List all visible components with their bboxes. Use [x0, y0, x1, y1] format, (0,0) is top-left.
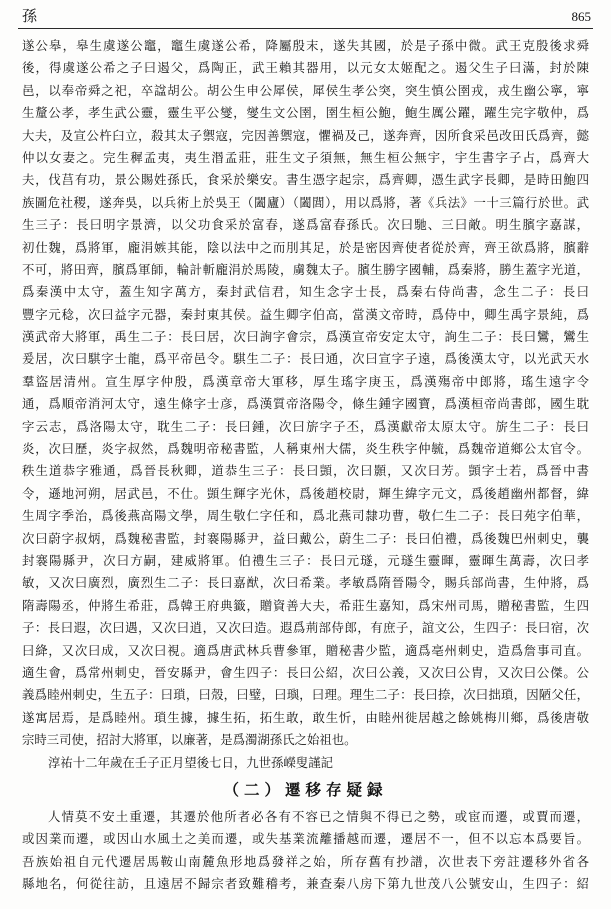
- text-line: 隋壽陽丞，仲將生希莊，爲韓王府典籤，贈資善大夫，希莊生嘉知，爲宋州司馬，贈秘書監，生四: [22, 597, 589, 613]
- text-line: 宗時三司使，招討大將軍，以廉著，是爲濁湖孫氏之始祖也。: [22, 732, 357, 748]
- text-line: 族圖危社稷，遂奔吳，以兵術上於吳王（闔廬）（闔閭），用以爲將，著《兵法》一十三篇行於世。武: [22, 194, 589, 210]
- section-heading: （二）遷移存疑録: [223, 779, 388, 799]
- running-head: 孫: [22, 7, 38, 25]
- text-line: 秩生道恭字雅通，爲晉長秋卿，道恭生三子：長曰顗，次曰顥，又次曰芳。顗字士若，爲晉中書: [22, 463, 589, 479]
- text-line: 初仕魏，爲將軍，龐涓嫉其能，陰以法中之而刖其足，於是密因齊使者從於齊，齊王欲爲將，臏辭: [22, 239, 589, 255]
- text-line: 縣地名，何從往訪，且遠居不歸宗者致難稽考，兼查秦八房下第九世茂八公號安山，生四子：紹: [22, 876, 589, 892]
- text-line: 生周字季治，爲後燕高陽文學，周生敬仁字任和，爲北燕司隸功曹，敬仁生二子：長曰苑字伯華，: [22, 508, 589, 524]
- text-line: 爰居，次曰騏字士龍，爲平帝邑令。騏生二子：長曰通，次曰宣字子遠，爲後漢太守，以光武天水: [22, 351, 589, 367]
- text-line: 漢武帝大將軍，禹生二子：長曰居，次曰詢字會宗，爲漢宣帝安定太守，詢生二子：長曰鸞，鸞生: [22, 329, 589, 345]
- text-line: 次曰蔚字叔炳，爲魏秘書監，封褰陽縣尹，益曰戴公，蔚生二子：長曰伯禮，爲後魏巴州刺史，襲: [22, 530, 589, 546]
- text-line: 羣盜居清州。宣生厚字仲殷，爲漢章帝大軍移，厚生瑤字庚玉，爲漢殤帝中郎將，瑤生遠字令: [22, 373, 589, 389]
- text-line: 豐字元稔，次曰益字元器，秦封東其侯。益生卿字伯高，當漢文帝時，爲侍中，卿生禹字景純，爲: [22, 306, 589, 322]
- text-line: 子：長曰遐，次曰遇，又次曰逍，又次曰造。遐爲荊部侍郎，有庶子，誼文公，生四子：長曰宿，次: [22, 620, 589, 636]
- text-line: 夫，伐莒有功，景公賜姓孫氏，食采於樂安。書生憑字起宗，爲齊卿，憑生武字長卿，是時田鮑四: [22, 172, 589, 188]
- text-line: 字云志，爲洛陽太守，耽生二子：長曰鍾，次曰旂字子丕，爲漢獻帝太原太守。旂生二子：長曰: [22, 418, 589, 434]
- text-line: 義爲睦州刺史，生五子：曰瑣，曰殼，曰璧，曰璵，曰理。理生二子：長曰捺，次曰拙瑣，因陋父任，: [22, 687, 589, 703]
- text-line: 封褰陽縣尹，次曰方嗣，建威將軍。伯禮生三子：長曰元璲，元璲生靈暉，靈暉生萬壽，次曰孝: [22, 552, 589, 568]
- text-line: 爲秦漢中太守，蓋生知字萬方，秦封武信君，知生念字士長，爲秦右侍尚書，念生二子：長曰: [22, 284, 589, 300]
- colophon: 淳祐十二年歲在壬子正月望後七日，九世孫嶸叟謹記: [48, 754, 333, 770]
- page-body: [22, 35, 589, 895]
- text-line: 後，得虞遂公希之子曰遏父，爲陶正，武王賴其器用，以元女太姬配之。遏父生子曰滿，封於陳: [22, 60, 589, 76]
- text-line: 適生會，爲常州刺史，晉安縣尹，會生四子：長曰公紹，次曰公義，又次曰公胄，又次曰公傑。公: [22, 664, 589, 680]
- text-line: 炎，次曰歷，炎字叔然，爲魏明帝秘書監，人稱東州大儒，炎生秩字仲毓，爲魏帝道鄉公太官令。: [22, 441, 589, 457]
- text-line: 通，爲順帝消河太守，遠生條字士彦，爲漢質帝洛陽令，條生鍾字國寶，爲漢桓帝尚書郎，國生耽: [22, 396, 589, 412]
- text-line: 大夫，及宣公杵臼立，殺其太子禦寇，完因善禦寇，懼禍及己，遂奔齊，因所食采邑改田氏爲齊，懿: [22, 127, 589, 143]
- genealogy-record: [22, 35, 589, 752]
- text-line: 人情莫不安土重遷，其遷於他所者必各有不容已之情與不得已之勢，或宦而遷，或賈而遷，: [48, 808, 589, 824]
- text-line: 或因業而遷，或因山水風土之美而遷，或失基業流離播越而遷，遷居不一，但不以忘本爲要旨。: [22, 831, 589, 847]
- text-line: 遂寓居焉，是爲睦州。瑣生據，據生拓，拓生敢，敢生忻，由睦州徙居越之餘姚梅川鄉，爲後唐敬: [22, 709, 589, 725]
- text-line: 邑，以奉帝舜之祀，卒諡胡公。胡公生申公犀侯，犀侯生孝公突，突生慎公圉戎，戎生幽公寧，寧: [22, 82, 589, 98]
- page-number: 865: [571, 9, 591, 24]
- text-line: 生三子：長曰明字景濟，以父功食采於富春，遂爲富春孫氏。次曰馳、三曰敵。明生臏字嘉謀，: [22, 217, 589, 233]
- page-header: [18, 5, 593, 29]
- text-line: 曰絳，又次曰成，又次曰視。適爲唐武林兵曹參軍，贈秘書少監，適爲亳州刺史，造爲詹事司直。: [22, 642, 589, 658]
- text-line: 敏，又次曰廣烈，廣烈生二子：長曰嘉猷，次曰希業。孝敏爲隋晉陽令，賜兵部尚書，生仲將，爲: [22, 575, 589, 591]
- text-line: 不可，將田齊，臏爲軍師，輪計斬龐涓於馬陵，虜魏太子。臏生勝字國輔，爲秦將，勝生蓋字光道，: [22, 261, 589, 277]
- section-paragraph: [22, 806, 589, 896]
- text-line: 吾族始祖自元代遷居馬鞍山南麓魚形地爲發祥之始，所存舊有抄譜，次世表下旁註遷移外省各: [22, 853, 589, 869]
- text-line: 仲以女妻之。完生穉孟夷，夷生湣孟莊，莊生文子須無，無生桓公無宇，宇生書字子占，爲齊大: [22, 149, 589, 165]
- text-line: 令，遜地河朔，居武邑，不仕。顗生輝字光休，爲後趙校尉，輝生緯字元文，爲後趙幽州都督，緯: [22, 485, 589, 501]
- text-line: 生釐公孝，孝生武公靈，靈生平公燮，燮生文公圉，圉生桓公鮑，鮑生厲公躍，躍生完字敬仲，爲: [22, 105, 589, 121]
- text-line: 遂公皋，皋生虞遂公竈，竈生虞遂公希，降屬殷末，遂失其國，於是子孫中微。武王克殷後求舜: [22, 38, 589, 53]
